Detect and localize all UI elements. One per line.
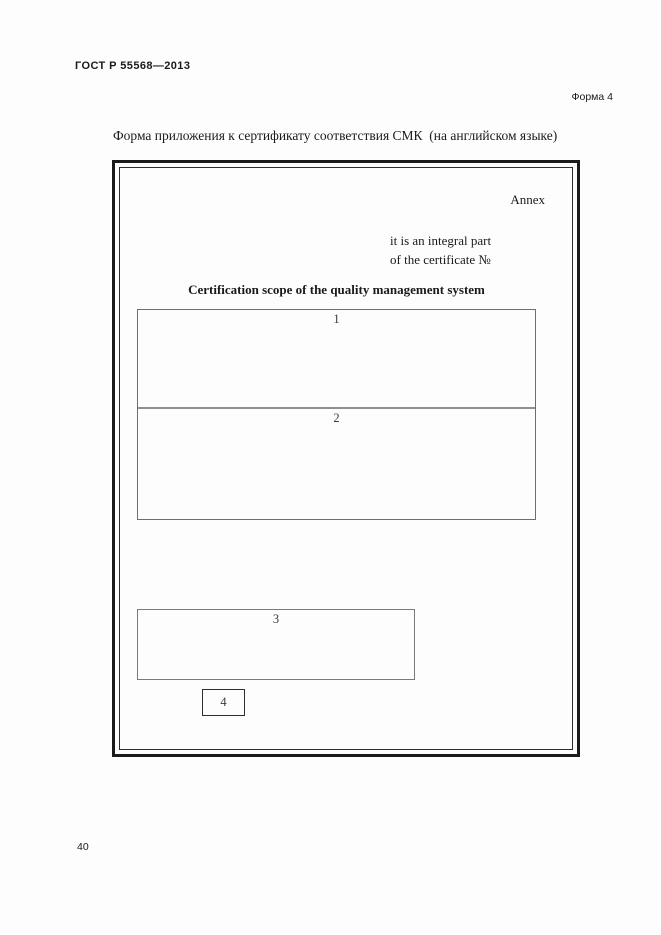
integral-part-text — [390, 232, 491, 269]
field-2-number: 2 — [333, 411, 340, 425]
scope-field-2 — [138, 409, 535, 519]
certificate-annex-frame — [112, 160, 580, 757]
field-3-number: 3 — [272, 612, 280, 626]
doc-number: ГОСТ Р 55568—2013 — [75, 60, 191, 72]
scope-heading: Certification scope of the quality management system — [188, 282, 485, 297]
form-caption: Форма приложения к сертификату соответствия СМК (на английском языке) — [113, 128, 558, 143]
integral-part-line-1: it is an integral part — [390, 233, 492, 248]
field-1-number: 1 — [333, 312, 340, 326]
scope-field-1 — [138, 310, 535, 409]
annex-label: Annex — [510, 192, 545, 207]
integral-part-line-2: of the certificate № — [390, 251, 491, 267]
field-4-number: 4 — [220, 695, 227, 709]
scope-fields-table — [137, 309, 536, 520]
scope-field-3 — [137, 609, 415, 680]
page-number: 40 — [77, 841, 89, 853]
form-number-label: Форма 4 — [571, 91, 613, 103]
scope-field-4 — [202, 689, 245, 716]
